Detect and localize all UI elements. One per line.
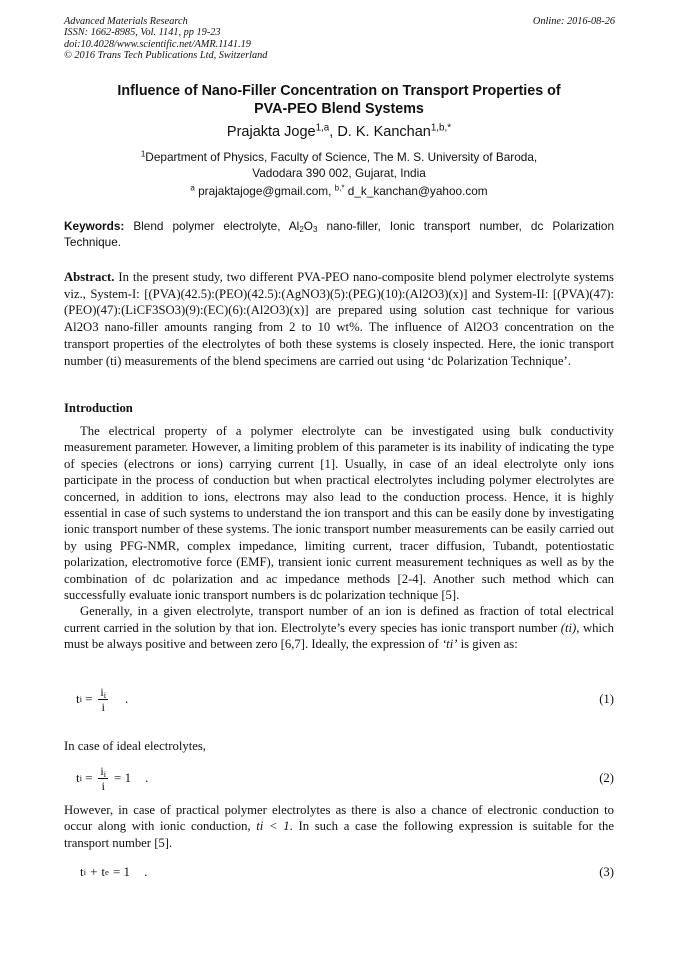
practical-ti: ti < 1: [256, 819, 290, 834]
keywords-label: Keywords:: [64, 219, 125, 233]
equation-1-number: (1): [599, 691, 614, 706]
affiliation-sup: 1: [140, 149, 146, 159]
abstract-text: In the present study, two different PVA-PEO nano-composite blend polymer electrolyte systems viz., System-I: [(PVA)(42.5):(PEO)(42.5):(AgNO3)(5):(PEG)(10):(Al2O3)(x)] and System-II: [(PVA)(47):(PEO)(47):(LiCF3SO3)(9):(EC)(6):(Al2O3)(x)] are prepared using solution cast technique for various Al2O3 nano-filler amounts ranging from 2 to 10 wt%. The influence of Al2O3 concentration on the transport properties of the electrolytes of both these systems is closely inspected. Here, the ionic transport number (ti) measurements of the blend specimens are carried out using ‘dc Polarization Technique’.: [64, 270, 614, 368]
practical-electrolytes-text: [64, 802, 614, 851]
equation-1-body: t i = $\frac{i_i}{i}$ .: [76, 684, 129, 714]
equation-2-number: (2): [599, 770, 614, 785]
eq3-plus: +: [90, 864, 98, 879]
intro-p2-ti-quoted: ‘ti’: [441, 637, 458, 652]
eq1-fraction: [98, 685, 108, 714]
intro-p2-ti: (ti): [560, 620, 577, 635]
authors: [64, 123, 614, 141]
intro-paragraph-2: [64, 603, 614, 652]
equation-2: [64, 758, 614, 798]
title-line-1: Influence of Nano-Filler Concentration on Transport Properties of: [117, 83, 561, 99]
keywords-text-1: Blend polymer electrolyte, Al: [133, 219, 300, 233]
abstract-label: Abstract.: [64, 270, 115, 284]
eq2-dot: .: [145, 770, 149, 785]
equation-3: [64, 852, 614, 892]
practical-text-b: . In such a case the following expression is suitable for the transport number [5].: [64, 819, 614, 850]
equation-3-number: (3): [599, 864, 614, 879]
eq2-numerator: i: [100, 763, 104, 778]
intro-p2-text-a: Generally, in a given electrolyte, transport number of an ion is defined as fraction of total electrical current carried in the solution by that ion. Electrolyte’s every species has ionic transport number: [64, 604, 614, 635]
keywords-o: O: [303, 219, 313, 233]
journal-name: Advanced Materials Research: [64, 16, 188, 27]
email-a[interactable]: prajaktajoge@gmail.com,: [198, 184, 332, 198]
doi: doi:10.4028/www.scientific.net/AMR.1141.19: [64, 38, 251, 50]
eq1-numerator: i: [100, 684, 104, 699]
eq2-fraction: [98, 764, 108, 793]
author-1-sup: 1,a: [315, 122, 330, 134]
email-b[interactable]: d_k_kanchan@yahoo.com: [347, 184, 488, 198]
journal-header: [64, 16, 267, 61]
ideal-electrolytes-text: In case of ideal electrolytes,: [64, 739, 206, 753]
author-separator: ,: [329, 124, 338, 140]
affiliation: [64, 149, 614, 181]
eq1-numerator-sub: i: [103, 690, 107, 700]
keywords-sub-3: 3: [312, 225, 318, 234]
affiliation-line-2: Vadodara 390 002, Gujarat, India: [252, 166, 426, 180]
abstract: [64, 269, 614, 369]
eq2-equals: =: [85, 770, 93, 785]
eq1-denominator: i: [101, 699, 105, 714]
author-1: Prajakta Joge: [226, 124, 316, 140]
keywords: [64, 219, 614, 250]
equation-1: [64, 679, 614, 719]
paper-title: [64, 82, 614, 118]
intro-p2-text-b: , which must be always positive and between zero [6,7]. Ideally, the expression of: [64, 620, 614, 652]
email-b-sup: b,*: [334, 183, 345, 193]
intro-p2-text-c: is given as:: [457, 637, 518, 652]
author-2-sup: 1,b,*: [430, 122, 452, 134]
eq1-equals: =: [85, 691, 93, 706]
practical-text-a: However, in case of practical polymer electrolytes as there is also a chance of electronic conduction to occur along with ionic conduction,: [64, 803, 614, 834]
eq2-lhs: t: [76, 770, 80, 785]
copyright: © 2016 Trans Tech Publications Ltd, Switzerland: [64, 49, 268, 61]
intro-paragraph-1: The electrical property of a polymer electrolyte can be investigated using bulk conductivity measurement parameter. However, a limiting problem of this parameter is its inability of indicating the type of species (electrons or ions) carrying current [1]. Usually, in case of an ideal electrolyte only ions participate in the process of conduction but when practical electrolytes including polymer electrolytes are concerned, in addition to ions, electrons may also lead to the conduction process. Hence, it is highly essential in case of such systems to understand the ion transport and this can be easily done by investigating ionic transport number of these systems. The ionic transport number measurements can be easily carried out by using PFG-NMR, complex impedance, limiting current, tracer diffusion, Tubandt, potentiostatic polarization, electromotive force (EMF), transient ionic current measurement techniques as well as by the combination of dc polarization and ac impedance methods [2-4]. Another such method which can successfully evaluate ionic transport numbers is dc polarization technique [5].: [64, 424, 614, 603]
eq2-numerator-sub: i: [103, 769, 107, 779]
author-2: D. K. Kanchan: [337, 124, 431, 140]
keywords-sub-2: 2: [299, 225, 304, 234]
eq2-denominator: i: [101, 778, 105, 793]
issn: ISSN: 1662-8985, Vol. 1141, pp 19-23: [64, 27, 221, 39]
section-heading-introduction: Introduction: [64, 401, 133, 415]
emails: [64, 183, 614, 199]
eq2-rhs: = 1: [114, 770, 132, 785]
keywords-text-2: nano-filler, Ionic transport number, dc Polarization Technique.: [64, 219, 615, 249]
eq1-dot: .: [125, 691, 129, 706]
eq3-t1: t: [80, 864, 84, 879]
eq3-t2: t: [101, 864, 106, 879]
online-date: Online: 2016-08-26: [532, 16, 615, 27]
introduction-body: [64, 423, 614, 653]
eq3-dot: .: [144, 864, 148, 879]
eq1-lhs: t: [76, 691, 80, 706]
equation-2-body: t i = $\frac{i_i}{i}$ = 1 .: [76, 763, 149, 793]
affiliation-line-1: Department of Physics, Faculty of Science, The M. S. University of Baroda,: [145, 150, 538, 164]
eq3-rhs: = 1: [112, 864, 131, 879]
email-a-sup: a: [190, 183, 195, 193]
equation-3-body: t i + t e = 1 .: [80, 864, 148, 879]
title-line-2: PVA-PEO Blend Systems: [254, 101, 424, 117]
